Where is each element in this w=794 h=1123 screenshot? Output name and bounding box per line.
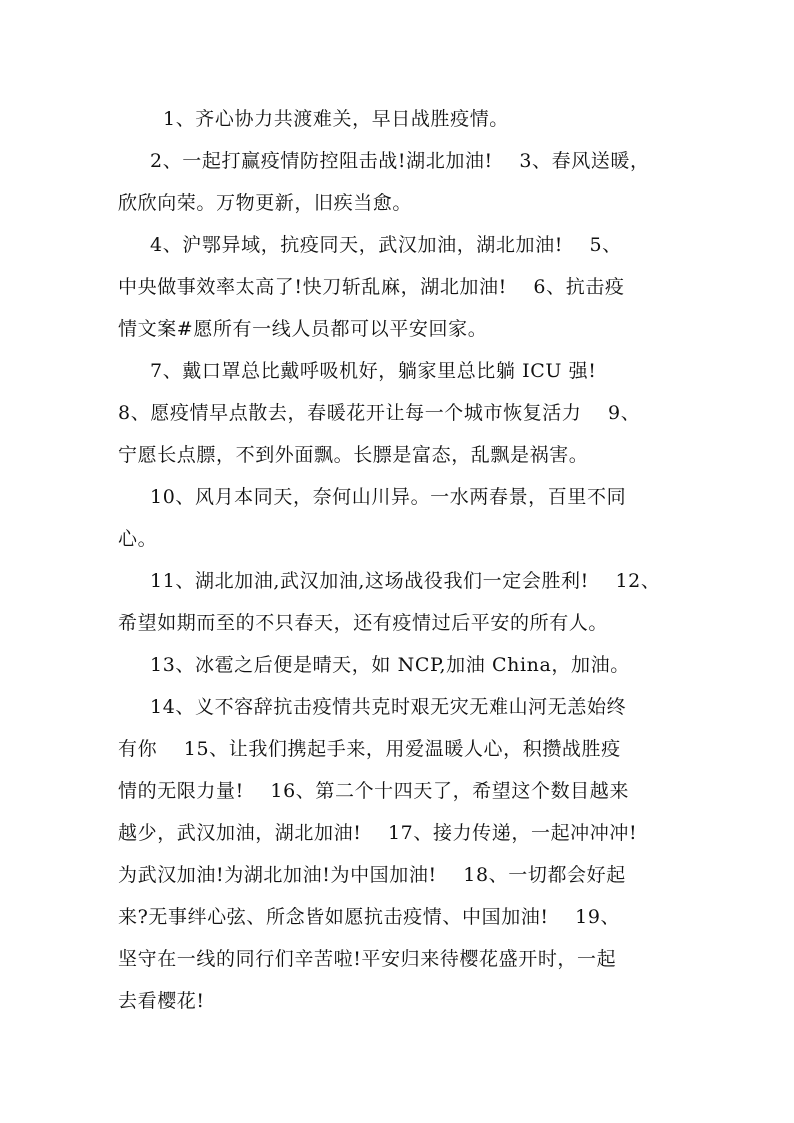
text-line: 欣欣向荣。万物更新，旧疾当愈。 (118, 192, 413, 214)
text-line: 中央做事效率太高了!快刀斩乱麻，湖北加油! 6、抗击疫 (118, 276, 625, 298)
text-line: 11、湖北加油,武汉加油,这场战役我们一定会胜利! 12、 (150, 570, 661, 592)
text-line: 坚守在一线的同行们辛苦啦!平安归来待樱花盛开时，一起 (118, 948, 617, 970)
text-line: 为武汉加油!为湖北加油!为中国加油! 18、一切都会好起 (118, 864, 626, 886)
text-line: 来?无事绊心弦、所念皆如愿抗击疫情、中国加油! 19、 (118, 906, 621, 928)
text-line: 2、一起打赢疫情防控阻击战!湖北加油! 3、春风送暖， (150, 150, 650, 172)
text-line: 4、沪鄂异域，抗疫同天，武汉加油，湖北加油! 5、 (150, 234, 622, 256)
text-line: 1、齐心协力共渡难关，早日战胜疫情。 (163, 108, 509, 130)
text-line: 越少，武汉加油，湖北加油! 17、接力传递，一起冲冲冲! (118, 822, 638, 844)
text-line: 心。 (118, 528, 158, 550)
text-line: 7、戴口罩总比戴呼吸机好，躺家里总比躺 ICU 强! (150, 360, 597, 382)
text-line: 情文案#愿所有一线人员都可以平安回家。 (118, 318, 488, 340)
text-line: 有你 15、让我们携起手来，用爱温暖人心，积攒战胜疫 (118, 738, 621, 760)
text-line: 希望如期而至的不只春天，还有疫情过后平安的所有人。 (118, 612, 609, 634)
text-line: 10、风月本同天，奈何山川异。一水两春景，百里不同 (150, 486, 627, 508)
text-line: 去看樱花! (118, 990, 205, 1012)
text-line: 8、愿疫情早点散去，春暖花开让每一个城市恢复活力 9、 (118, 402, 641, 424)
text-line: 13、冰雹之后便是晴天，如 NCP,加油 China，加油。 (150, 654, 630, 676)
text-line: 14、义不容辞抗击疫情共克时艰无灾无难山河无恙始终 (150, 696, 627, 718)
text-line: 情的无限力量! 16、第二个十四天了，希望这个数目越来 (118, 780, 629, 802)
text-line: 宁愿长点膘，不到外面飘。长膘是富态，乱飘是祸害。 (118, 444, 589, 466)
